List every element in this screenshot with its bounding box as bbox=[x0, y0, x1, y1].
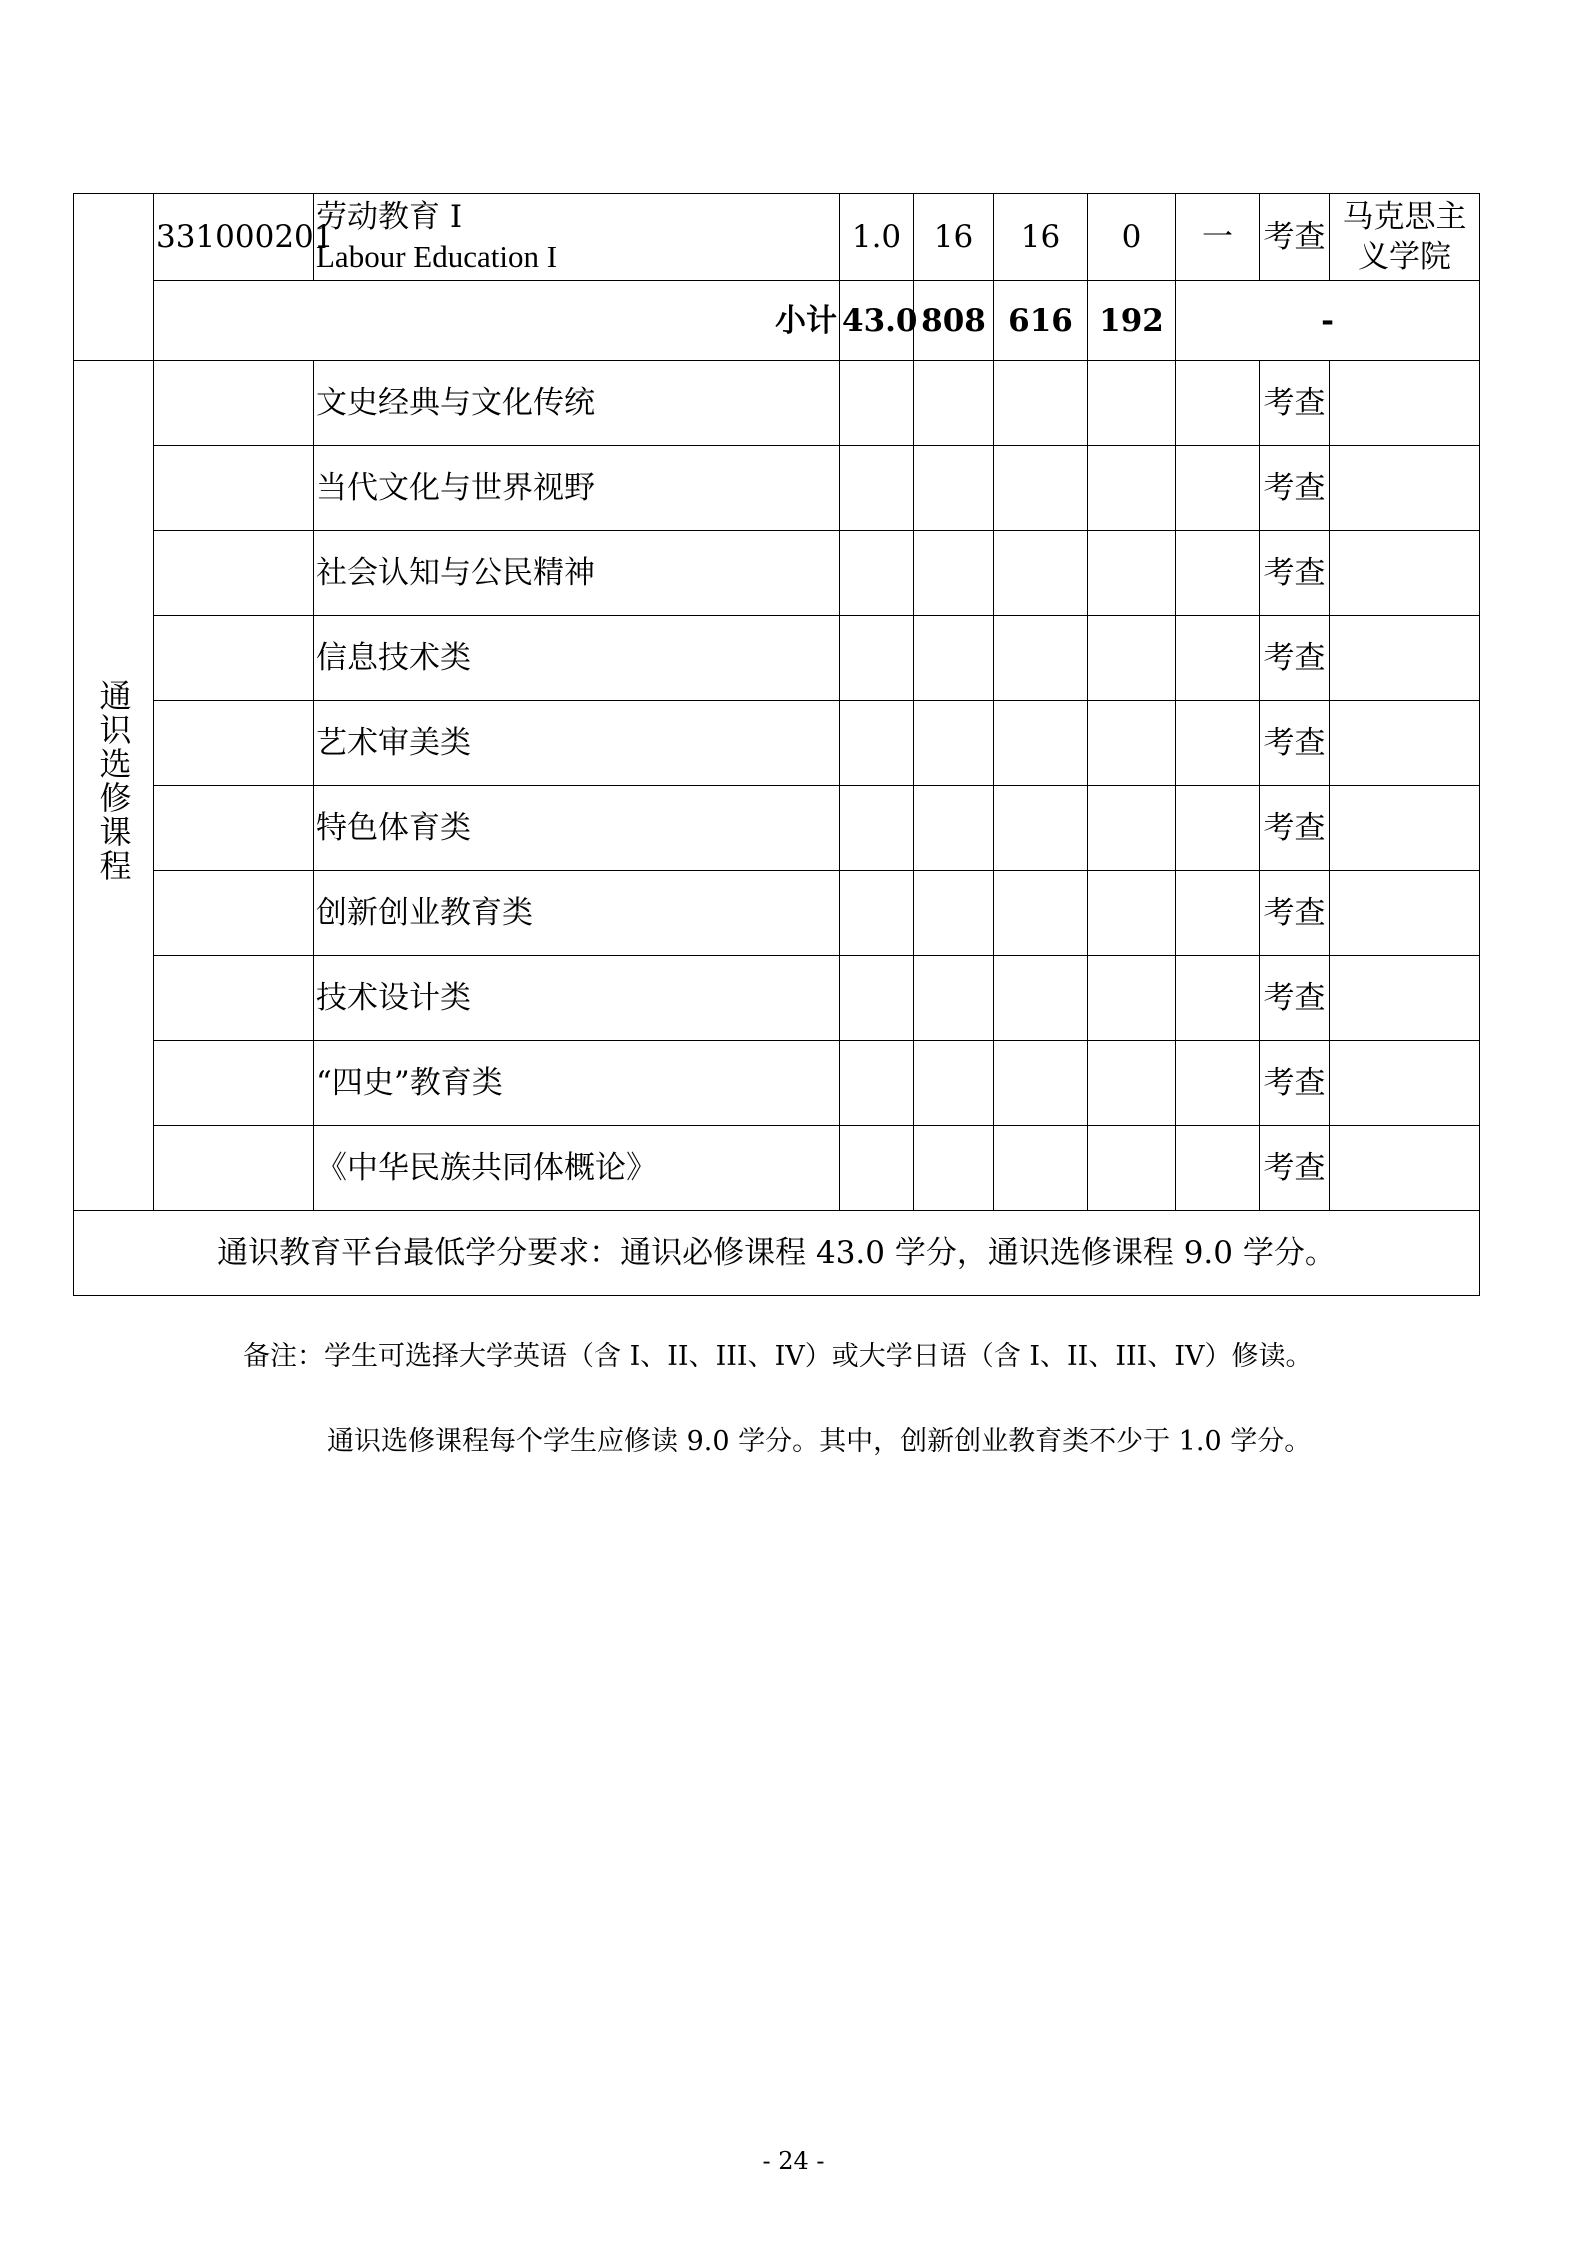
elective-name: “四史”教育类 bbox=[314, 1041, 840, 1126]
empty-cell bbox=[154, 956, 314, 1041]
subtotal-practice-hours: 192 bbox=[1088, 281, 1176, 361]
empty-cell bbox=[840, 616, 914, 701]
empty-cell bbox=[1088, 956, 1176, 1041]
empty-cell bbox=[840, 1126, 914, 1211]
empty-cell bbox=[154, 1126, 314, 1211]
elective-assessment: 考查 bbox=[1260, 531, 1330, 616]
subtotal-label: 小计 bbox=[154, 281, 840, 361]
empty-cell bbox=[1330, 446, 1480, 531]
elective-name: 艺术审美类 bbox=[314, 701, 840, 786]
empty-cell bbox=[840, 531, 914, 616]
course-name-cn: 劳动教育 I bbox=[316, 199, 463, 235]
elective-name: 当代文化与世界视野 bbox=[314, 446, 840, 531]
empty-cell bbox=[1176, 361, 1260, 446]
table-row-elective bbox=[74, 531, 1480, 616]
course-name-en: Labour Education I bbox=[316, 239, 558, 274]
elective-assessment: 考查 bbox=[1260, 361, 1330, 446]
table-row-elective bbox=[74, 446, 1480, 531]
empty-cell bbox=[914, 786, 994, 871]
table-row-elective bbox=[74, 361, 1480, 446]
course-credit: 1.0 bbox=[840, 194, 914, 281]
empty-cell bbox=[1176, 531, 1260, 616]
table-row-requirement bbox=[74, 1211, 1480, 1296]
empty-cell bbox=[1176, 701, 1260, 786]
empty-cell bbox=[994, 871, 1088, 956]
course-practice-hours: 0 bbox=[1088, 194, 1176, 281]
empty-cell bbox=[1088, 361, 1176, 446]
empty-cell bbox=[914, 701, 994, 786]
empty-cell bbox=[1088, 531, 1176, 616]
empty-cell bbox=[1176, 956, 1260, 1041]
elective-assessment: 考查 bbox=[1260, 616, 1330, 701]
empty-cell bbox=[840, 446, 914, 531]
empty-cell bbox=[1330, 361, 1480, 446]
empty-cell bbox=[154, 446, 314, 531]
empty-cell bbox=[1330, 701, 1480, 786]
empty-cell bbox=[994, 616, 1088, 701]
empty-cell bbox=[914, 1126, 994, 1211]
elective-category-label: 通识选修课程 bbox=[94, 678, 133, 883]
elective-name: 文史经典与文化传统 bbox=[314, 361, 840, 446]
empty-cell bbox=[154, 786, 314, 871]
elective-assessment: 考查 bbox=[1260, 786, 1330, 871]
empty-cell bbox=[1330, 1041, 1480, 1126]
empty-cell bbox=[1088, 446, 1176, 531]
empty-cell bbox=[1330, 1126, 1480, 1211]
table-row-elective bbox=[74, 1041, 1480, 1126]
elective-name: 创新创业教育类 bbox=[314, 871, 840, 956]
course-code: 331000201 bbox=[154, 194, 314, 281]
empty-cell bbox=[914, 361, 994, 446]
empty-cell bbox=[994, 1041, 1088, 1126]
note-line-2: 通识选修课程每个学生应修读 9.0 学分。其中，创新创业教育类不少于 1.0 学分。 bbox=[327, 1426, 1312, 1457]
subtotal-theory-hours: 616 bbox=[994, 281, 1088, 361]
course-assessment: 考查 bbox=[1260, 194, 1330, 281]
empty-cell bbox=[840, 701, 914, 786]
course-name-cell bbox=[314, 194, 840, 281]
empty-cell bbox=[914, 1041, 994, 1126]
table-row-elective bbox=[74, 956, 1480, 1041]
credit-requirement: 通识教育平台最低学分要求：通识必修课程 43.0 学分，通识选修课程 9.0 学分。 bbox=[74, 1211, 1480, 1296]
note-line-1: 备注：学生可选择大学英语（含 I、II、III、IV）或大学日语（含 I、II、III、IV）修读。 bbox=[243, 1341, 1313, 1372]
empty-cell bbox=[914, 956, 994, 1041]
empty-cell bbox=[1330, 786, 1480, 871]
empty-cell bbox=[840, 871, 914, 956]
elective-name: 社会认知与公民精神 bbox=[314, 531, 840, 616]
empty-cell bbox=[1088, 871, 1176, 956]
empty-cell bbox=[1176, 1041, 1260, 1126]
elective-name: 信息技术类 bbox=[314, 616, 840, 701]
elective-assessment: 考查 bbox=[1260, 1041, 1330, 1126]
empty-cell bbox=[1176, 1126, 1260, 1211]
subtotal-rest: - bbox=[1176, 281, 1480, 361]
empty-cell bbox=[994, 1126, 1088, 1211]
empty-cell bbox=[914, 871, 994, 956]
empty-cell bbox=[994, 361, 1088, 446]
empty-cell bbox=[154, 701, 314, 786]
table-row-elective bbox=[74, 701, 1480, 786]
elective-assessment: 考查 bbox=[1260, 701, 1330, 786]
course-plan-table bbox=[73, 193, 1480, 1296]
subtotal-hours: 808 bbox=[914, 281, 994, 361]
table-row-elective bbox=[74, 871, 1480, 956]
empty-cell bbox=[1176, 616, 1260, 701]
empty-cell bbox=[1088, 1126, 1176, 1211]
empty-cell bbox=[840, 1041, 914, 1126]
empty-cell bbox=[154, 1041, 314, 1126]
empty-cell bbox=[840, 956, 914, 1041]
empty-cell bbox=[154, 361, 314, 446]
empty-cell bbox=[914, 531, 994, 616]
empty-cell bbox=[914, 446, 994, 531]
empty-cell bbox=[1088, 1041, 1176, 1126]
empty-cell bbox=[994, 531, 1088, 616]
empty-cell bbox=[1176, 871, 1260, 956]
empty-cell bbox=[840, 786, 914, 871]
course-theory-hours: 16 bbox=[994, 194, 1088, 281]
empty-cell bbox=[914, 616, 994, 701]
department-line-1: 马克思主 bbox=[1342, 199, 1467, 235]
empty-cell bbox=[1330, 531, 1480, 616]
elective-name: 《中华民族共同体概论》 bbox=[314, 1126, 840, 1211]
empty-cell bbox=[1176, 786, 1260, 871]
page-number: - 24 - bbox=[762, 2147, 825, 2175]
empty-cell bbox=[154, 616, 314, 701]
empty-cell bbox=[994, 701, 1088, 786]
elective-name: 特色体育类 bbox=[314, 786, 840, 871]
elective-assessment: 考查 bbox=[1260, 871, 1330, 956]
empty-cell bbox=[994, 786, 1088, 871]
elective-assessment: 考查 bbox=[1260, 956, 1330, 1041]
empty-cell bbox=[994, 446, 1088, 531]
category-cell-required bbox=[74, 194, 154, 361]
course-hours: 16 bbox=[914, 194, 994, 281]
empty-cell bbox=[1176, 446, 1260, 531]
table-row-labour-education bbox=[74, 194, 1480, 281]
empty-cell bbox=[1330, 871, 1480, 956]
empty-cell bbox=[154, 871, 314, 956]
empty-cell bbox=[1330, 616, 1480, 701]
empty-cell bbox=[840, 361, 914, 446]
elective-assessment: 考查 bbox=[1260, 1126, 1330, 1211]
empty-cell bbox=[1088, 786, 1176, 871]
department-line-2: 义学院 bbox=[1358, 239, 1451, 275]
table-row-elective bbox=[74, 786, 1480, 871]
table-row-elective bbox=[74, 1126, 1480, 1211]
table-row-elective bbox=[74, 616, 1480, 701]
course-department bbox=[1330, 194, 1480, 281]
empty-cell bbox=[1330, 956, 1480, 1041]
empty-cell bbox=[1088, 616, 1176, 701]
elective-assessment: 考查 bbox=[1260, 446, 1330, 531]
course-semester: 一 bbox=[1176, 194, 1260, 281]
empty-cell bbox=[154, 531, 314, 616]
empty-cell bbox=[1088, 701, 1176, 786]
table-row-subtotal bbox=[74, 281, 1480, 361]
elective-name: 技术设计类 bbox=[314, 956, 840, 1041]
empty-cell bbox=[994, 956, 1088, 1041]
elective-category-cell bbox=[74, 361, 154, 1211]
subtotal-credit: 43.0 bbox=[840, 281, 914, 361]
